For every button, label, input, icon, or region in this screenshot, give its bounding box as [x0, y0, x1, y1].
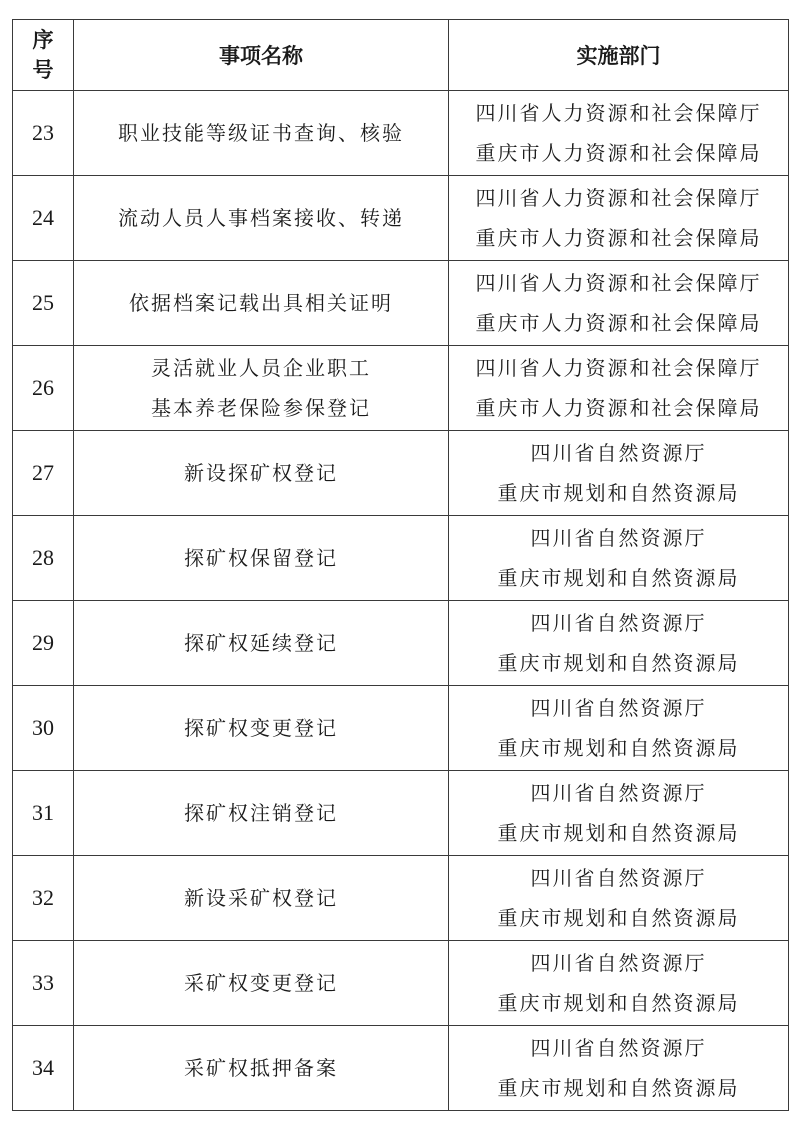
- row-department: [449, 176, 789, 261]
- table-row: [13, 91, 789, 176]
- row-item-name: [74, 771, 449, 856]
- item-name-line: 流动人员人事档案接收、转递: [118, 206, 404, 230]
- item-name-line: 新设采矿权登记: [184, 886, 338, 910]
- row-item-name: [74, 1026, 449, 1111]
- department-line: 四川省自然资源厅: [530, 696, 707, 720]
- department-line: 重庆市规划和自然资源局: [497, 651, 740, 675]
- department-line: 四川省人力资源和社会保障厅: [475, 186, 762, 210]
- row-item-name: [74, 431, 449, 516]
- item-name-line: 探矿权变更登记: [184, 716, 338, 740]
- row-department: [449, 516, 789, 601]
- department-line: 重庆市规划和自然资源局: [497, 481, 740, 505]
- row-seq: 34: [13, 1026, 74, 1111]
- department-line: 四川省自然资源厅: [530, 866, 707, 890]
- row-department: [449, 91, 789, 176]
- row-seq: 24: [13, 176, 74, 261]
- row-department: [449, 686, 789, 771]
- row-seq: 30: [13, 686, 74, 771]
- row-seq: 33: [13, 941, 74, 1026]
- table-row: [13, 516, 789, 601]
- item-name-line: 灵活就业人员企业职工: [151, 356, 371, 380]
- department-line: 重庆市规划和自然资源局: [497, 991, 740, 1015]
- row-item-name: [74, 686, 449, 771]
- row-item-name: [74, 346, 449, 431]
- item-name-line: 探矿权保留登记: [184, 546, 338, 570]
- item-name-line: 采矿权变更登记: [184, 971, 338, 995]
- row-seq: 25: [13, 261, 74, 346]
- row-item-name: [74, 176, 449, 261]
- item-name-line: 基本养老保险参保登记: [151, 396, 371, 420]
- department-line: 四川省自然资源厅: [530, 441, 707, 465]
- row-item-name: [74, 856, 449, 941]
- item-name-line: 采矿权抵押备案: [184, 1056, 338, 1080]
- row-department: [449, 1026, 789, 1111]
- row-department: [449, 941, 789, 1026]
- row-item-name: [74, 261, 449, 346]
- department-line: 重庆市规划和自然资源局: [497, 566, 740, 590]
- header-department: 实施部门: [449, 20, 789, 91]
- header-seq: [13, 20, 74, 91]
- item-name-line: 新设探矿权登记: [184, 461, 338, 485]
- department-line: 四川省自然资源厅: [530, 1036, 707, 1060]
- row-department: [449, 431, 789, 516]
- department-line: 重庆市规划和自然资源局: [497, 821, 740, 845]
- row-seq: 23: [13, 91, 74, 176]
- row-item-name: [74, 601, 449, 686]
- item-name-line: 探矿权延续登记: [184, 631, 338, 655]
- table-row: [13, 601, 789, 686]
- department-line: 四川省人力资源和社会保障厅: [475, 271, 762, 295]
- table-row: [13, 941, 789, 1026]
- table-row: [13, 261, 789, 346]
- row-seq: 31: [13, 771, 74, 856]
- table-row: [13, 1026, 789, 1111]
- row-seq: 27: [13, 431, 74, 516]
- row-department: [449, 601, 789, 686]
- header-item-name: 事项名称: [74, 20, 449, 91]
- row-department: [449, 856, 789, 941]
- table-header-row: [13, 20, 789, 91]
- item-name-line: 探矿权注销登记: [184, 801, 338, 825]
- department-line: 重庆市人力资源和社会保障局: [475, 396, 762, 420]
- row-seq: 29: [13, 601, 74, 686]
- department-line: 重庆市人力资源和社会保障局: [475, 226, 762, 250]
- department-line: 四川省自然资源厅: [530, 526, 707, 550]
- department-line: 四川省自然资源厅: [530, 611, 707, 635]
- row-seq: 28: [13, 516, 74, 601]
- row-item-name: [74, 91, 449, 176]
- department-line: 重庆市人力资源和社会保障局: [475, 311, 762, 335]
- row-department: [449, 771, 789, 856]
- table-row: [13, 346, 789, 431]
- table-row: [13, 686, 789, 771]
- row-department: [449, 346, 789, 431]
- service-items-table: [12, 19, 789, 1111]
- department-line: 重庆市规划和自然资源局: [497, 906, 740, 930]
- department-line: 重庆市规划和自然资源局: [497, 1076, 740, 1100]
- table-row: [13, 176, 789, 261]
- row-item-name: [74, 941, 449, 1026]
- table-row: [13, 431, 789, 516]
- department-line: 四川省人力资源和社会保障厅: [475, 101, 762, 125]
- department-line: 四川省人力资源和社会保障厅: [475, 356, 762, 380]
- row-seq: 32: [13, 856, 74, 941]
- row-department: [449, 261, 789, 346]
- department-line: 四川省自然资源厅: [530, 781, 707, 805]
- header-seq-line1: 序: [32, 28, 54, 52]
- item-name-line: 依据档案记载出具相关证明: [129, 291, 393, 315]
- department-line: 四川省自然资源厅: [530, 951, 707, 975]
- table-row: [13, 856, 789, 941]
- department-line: 重庆市人力资源和社会保障局: [475, 141, 762, 165]
- row-item-name: [74, 516, 449, 601]
- item-name-line: 职业技能等级证书查询、核验: [118, 121, 404, 145]
- row-seq: 26: [13, 346, 74, 431]
- table-row: [13, 771, 789, 856]
- header-seq-line2: 号: [32, 58, 54, 82]
- department-line: 重庆市规划和自然资源局: [497, 736, 740, 760]
